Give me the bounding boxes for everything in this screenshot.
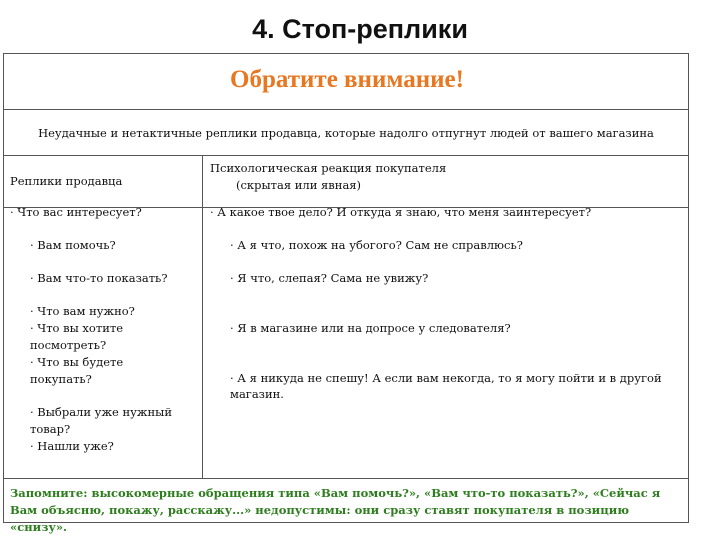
seller-phrase: · Вам что-то показать? xyxy=(30,271,168,285)
seller-phrase: · Выбрали уже нужный xyxy=(30,405,172,419)
buyer-reaction: · А я что, похож на убогого? Сам не справлюсь? xyxy=(230,238,523,252)
seller-phrase: · Что вы хотите xyxy=(30,321,124,335)
divider xyxy=(4,478,688,479)
column-header-reaction: Психологическая реакция покупателя xyxy=(210,161,447,175)
slide-title: 4. Стоп-реплики xyxy=(252,14,468,44)
column-divider xyxy=(202,208,203,478)
seller-phrase: · Нашли уже? xyxy=(30,439,114,453)
divider xyxy=(4,109,688,110)
content-box xyxy=(3,53,689,534)
seller-phrase: товар? xyxy=(30,422,71,436)
table-subtitle: Неудачные и нетактичные реплики продавца, которые надолго отпугнут людей от вашего магазина xyxy=(38,126,654,140)
column-divider xyxy=(202,155,203,207)
seller-phrase: · Вам помочь? xyxy=(30,238,116,252)
column-header-reaction-note: (скрытая или явная) xyxy=(236,178,362,192)
attention-heading: Обратите внимание! xyxy=(230,66,464,93)
remember-note: Запомните: высокомерные обращения типа «Вам помочь?», «Вам что-то показать?», «Сейчас я Вам объясню, покажу, расскажу...» недопустимы: они сразу ставят покупателя в позицию «снизу». xyxy=(10,486,661,534)
seller-phrase: · Что вы будете xyxy=(30,355,124,369)
seller-phrase: покупать? xyxy=(30,372,92,386)
buyer-reaction: · Я что, слепая? Сама не увижу? xyxy=(230,271,429,285)
column-header-seller: Реплики продавца xyxy=(10,174,123,188)
buyer-reaction: · А какое твое дело? И откуда я знаю, что меня заинтересует? xyxy=(210,205,592,219)
buyer-reaction: · А я никуда не спешу! А если вам некогда, то я могу пойти и в другой магазин. xyxy=(230,371,662,401)
buyer-reaction: · Я в магазине или на допросе у следователя? xyxy=(230,321,511,335)
seller-phrase: посмотреть? xyxy=(30,338,107,352)
seller-phrase: · Что вам нужно? xyxy=(30,304,135,318)
divider xyxy=(4,155,688,156)
seller-phrase: · Что вас интересует? xyxy=(10,205,142,219)
